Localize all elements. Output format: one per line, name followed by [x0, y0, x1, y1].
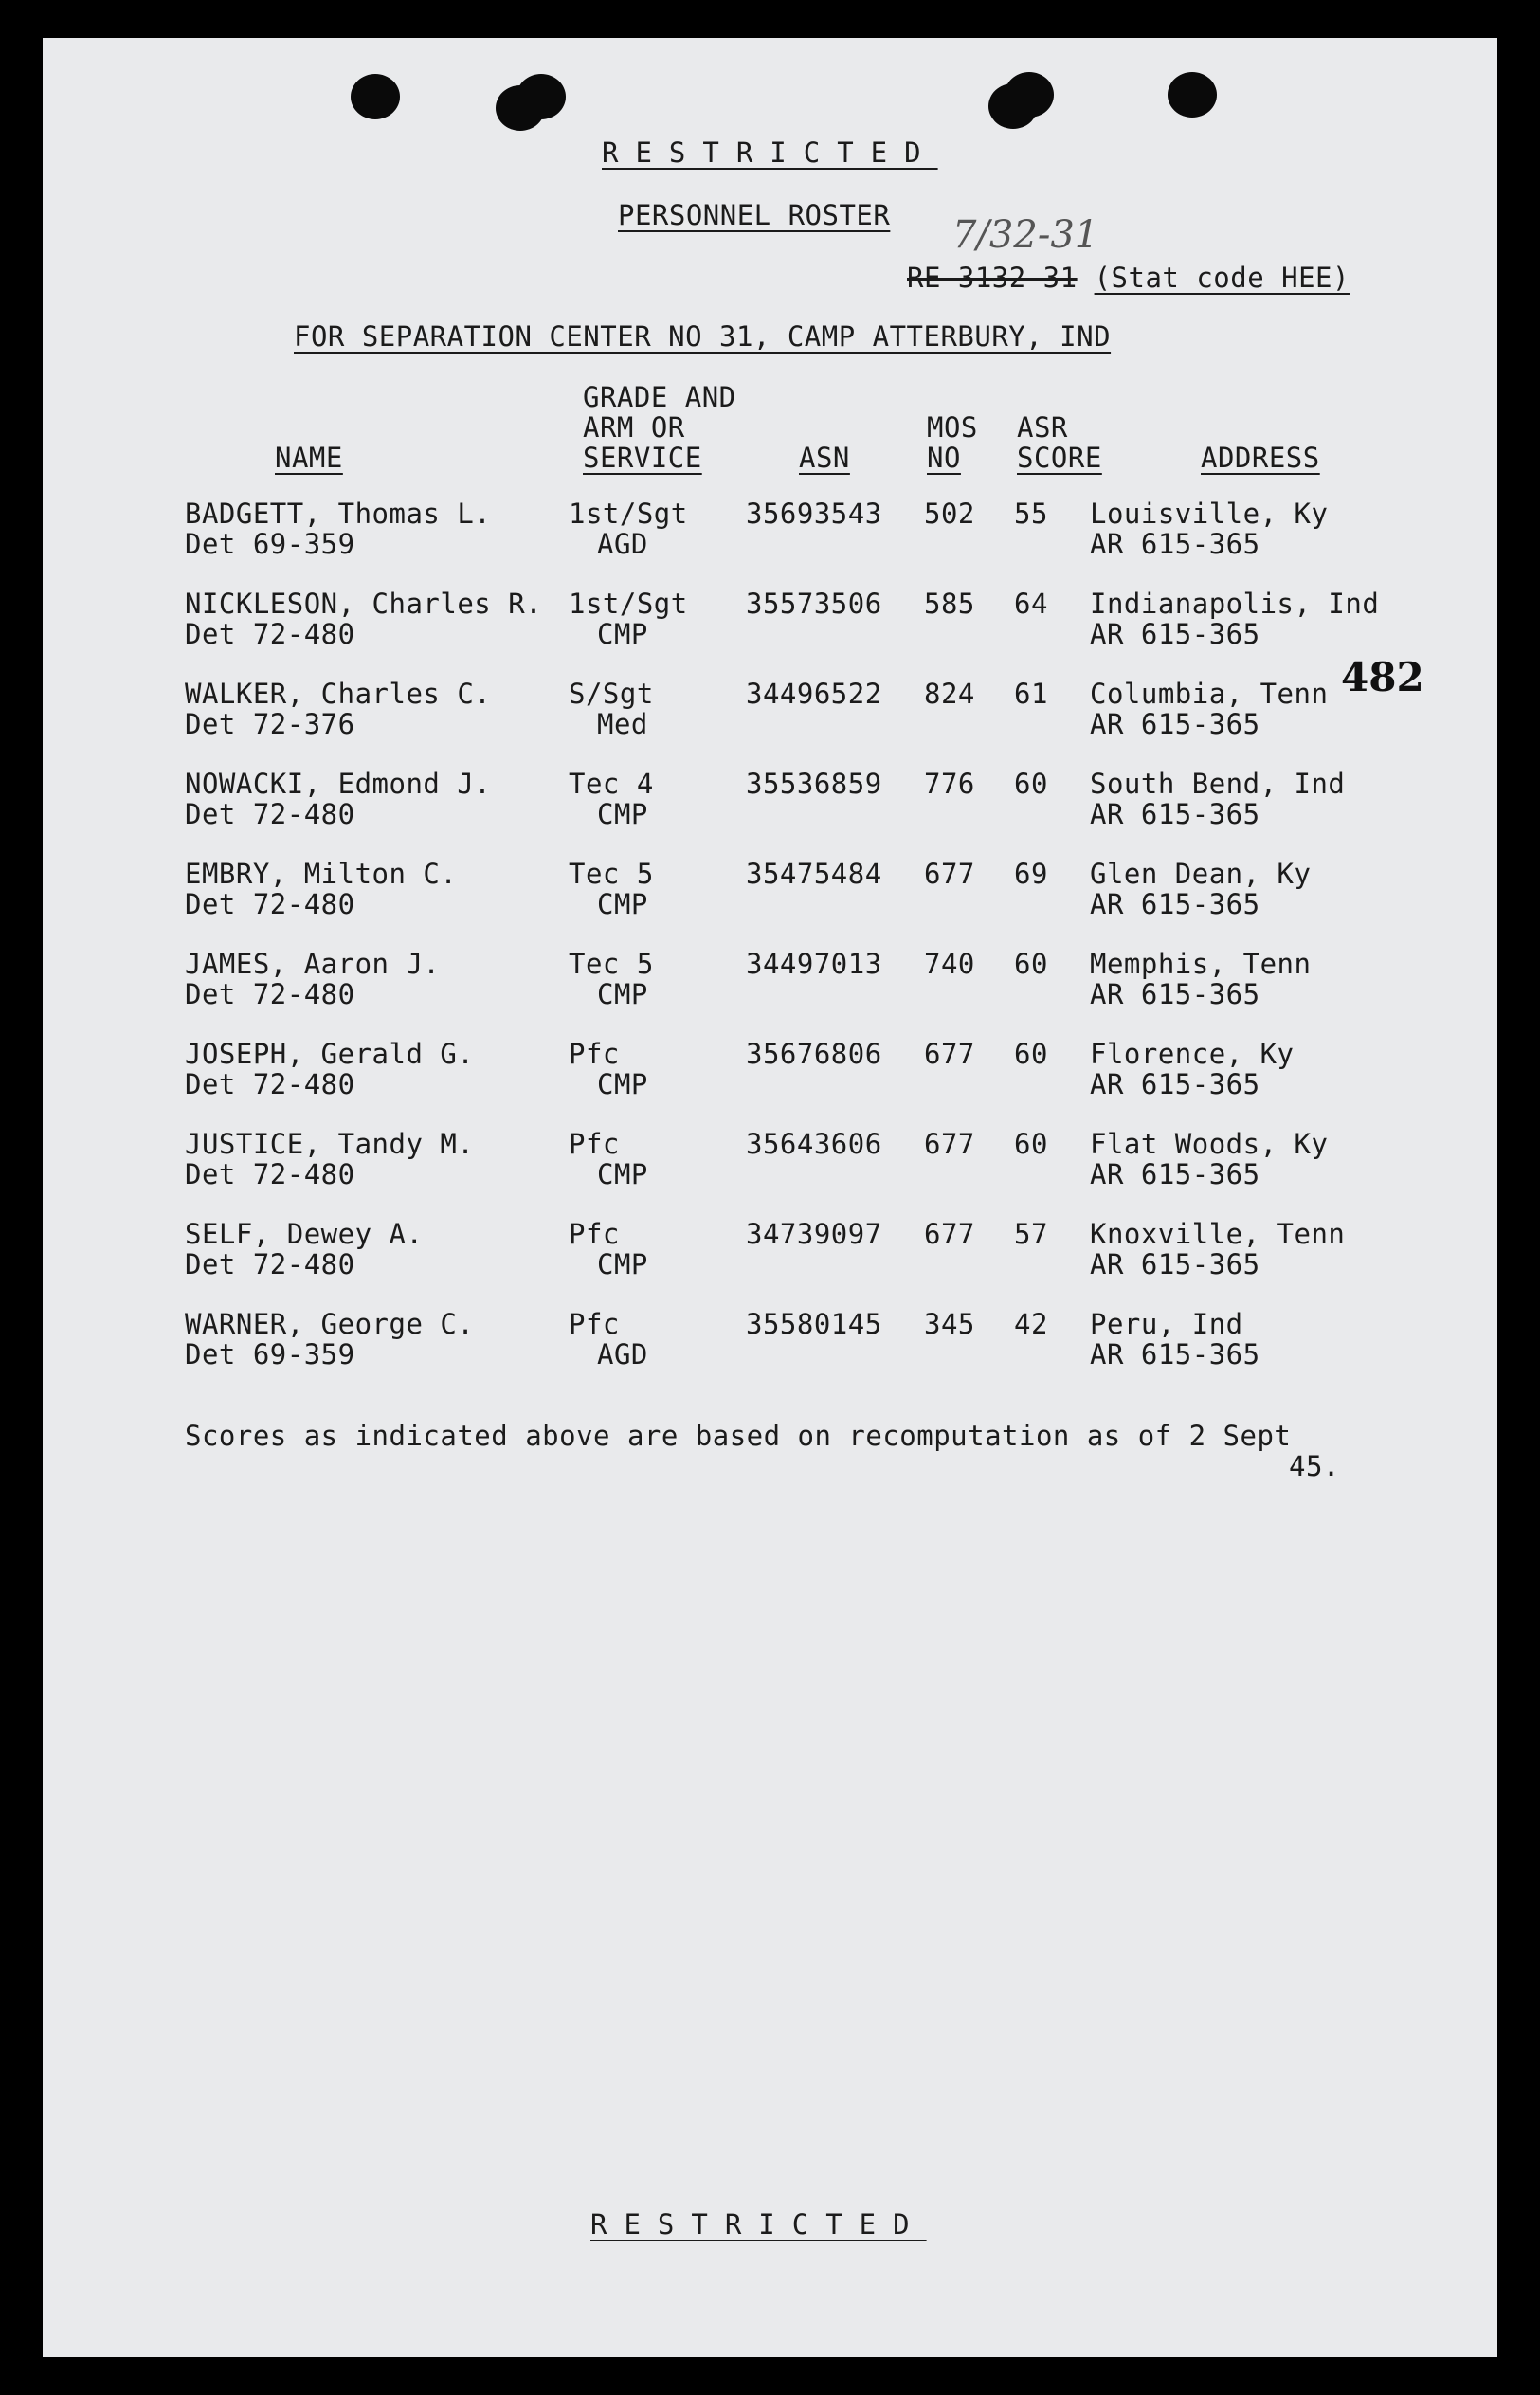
row-address: Memphis, Tenn	[1090, 948, 1312, 980]
row-asn: 34496522	[746, 678, 882, 710]
col-grade-line2: ARM OR	[583, 411, 685, 444]
row-det: Det 72-480	[185, 978, 355, 1010]
row-service: CMP	[597, 798, 648, 830]
row-mos-no: 677	[924, 858, 975, 890]
row-address: Indianapolis, Ind	[1090, 588, 1380, 620]
row-asn: 35676806	[746, 1038, 882, 1070]
roster-number-struck: RE-3132-31	[907, 262, 1078, 294]
row-name: JAMES, Aaron J.	[185, 948, 441, 980]
row-service: Med	[597, 708, 648, 740]
col-mos-line2: NO	[927, 442, 961, 474]
row-ar-reference: AR 615-365	[1090, 1248, 1260, 1280]
row-grade: Pfc	[569, 1308, 620, 1340]
col-mos-line1: MOS	[927, 411, 978, 444]
row-name: WALKER, Charles C.	[185, 678, 492, 710]
row-grade: Pfc	[569, 1038, 620, 1070]
row-mos-no: 677	[924, 1038, 975, 1070]
row-grade: 1st/Sgt	[569, 588, 688, 620]
row-address: Glen Dean, Ky	[1090, 858, 1312, 890]
roster-number-line	[907, 262, 1350, 294]
row-address: Louisville, Ky	[1090, 498, 1329, 530]
row-service: CMP	[597, 1248, 648, 1280]
punch-hole	[351, 74, 400, 119]
row-asn: 35580145	[746, 1308, 882, 1340]
document-title: PERSONNEL ROSTER	[618, 199, 891, 231]
row-address: Columbia, Tenn	[1090, 678, 1329, 710]
row-address: Florence, Ky	[1090, 1038, 1295, 1070]
row-ar-reference: AR 615-365	[1090, 1338, 1260, 1370]
row-name: JUSTICE, Tandy M.	[185, 1128, 475, 1160]
row-mos-no: 740	[924, 948, 975, 980]
row-asr-score: 55	[1014, 498, 1048, 530]
row-asn: 35475484	[746, 858, 882, 890]
row-asr-score: 60	[1014, 1128, 1048, 1160]
row-grade: Tec 5	[569, 948, 654, 980]
col-asr-line2: SCORE	[1017, 442, 1102, 474]
row-asr-score: 69	[1014, 858, 1048, 890]
punch-hole	[1005, 72, 1054, 118]
row-asr-score: 64	[1014, 588, 1048, 620]
row-service: CMP	[597, 1158, 648, 1190]
row-ar-reference: AR 615-365	[1090, 708, 1260, 740]
row-grade: Tec 5	[569, 858, 654, 890]
row-asn: 35643606	[746, 1128, 882, 1160]
row-address: Peru, Ind	[1090, 1308, 1243, 1340]
row-ar-reference: AR 615-365	[1090, 618, 1260, 650]
row-mos-no: 677	[924, 1128, 975, 1160]
classification-header: RESTRICTED	[602, 136, 938, 169]
stat-code: (Stat code HEE)	[1094, 262, 1350, 294]
row-asn: 35693543	[746, 498, 882, 530]
row-det: Det 72-480	[185, 798, 355, 830]
row-service: AGD	[597, 528, 648, 560]
row-asn: 34497013	[746, 948, 882, 980]
row-service: CMP	[597, 618, 648, 650]
row-det: Det 72-480	[185, 1068, 355, 1100]
col-grade-line3: SERVICE	[583, 442, 702, 474]
row-grade: 1st/Sgt	[569, 498, 688, 530]
row-grade: Pfc	[569, 1128, 620, 1160]
row-asn: 35536859	[746, 768, 882, 800]
col-name: NAME	[275, 442, 343, 474]
document-page	[43, 38, 1497, 2357]
row-name: JOSEPH, Gerald G.	[185, 1038, 475, 1070]
footnote-line1: Scores as indicated above are based on recomputation as of 2 Sept	[185, 1420, 1292, 1452]
row-name: NOWACKI, Edmond J.	[185, 768, 492, 800]
row-det: Det 72-480	[185, 1158, 355, 1190]
row-ar-reference: AR 615-365	[1090, 798, 1260, 830]
row-name: NICKLESON, Charles R.	[185, 588, 543, 620]
row-ar-reference: AR 615-365	[1090, 888, 1260, 920]
punch-hole	[1168, 72, 1217, 118]
row-mos-no: 824	[924, 678, 975, 710]
row-address: Knoxville, Tenn	[1090, 1218, 1346, 1250]
row-asr-score: 60	[1014, 948, 1048, 980]
row-asr-score: 42	[1014, 1308, 1048, 1340]
row-ar-reference: AR 615-365	[1090, 528, 1260, 560]
row-service: CMP	[597, 978, 648, 1010]
document-subtitle: FOR SEPARATION CENTER NO 31, CAMP ATTERBURY, IND	[294, 320, 1112, 353]
handwritten-code: 7/32-31	[952, 213, 1099, 257]
row-service: AGD	[597, 1338, 648, 1370]
row-mos-no: 677	[924, 1218, 975, 1250]
punch-hole	[516, 74, 566, 119]
row-mos-no: 345	[924, 1308, 975, 1340]
row-det: Det 69-359	[185, 528, 355, 560]
row-mos-no: 585	[924, 588, 975, 620]
row-asn: 34739097	[746, 1218, 882, 1250]
row-asr-score: 60	[1014, 1038, 1048, 1070]
row-name: BADGETT, Thomas L.	[185, 498, 492, 530]
row-grade: Tec 4	[569, 768, 654, 800]
row-asr-score: 57	[1014, 1218, 1048, 1250]
row-det: Det 72-376	[185, 708, 355, 740]
row-grade: Pfc	[569, 1218, 620, 1250]
row-det: Det 72-480	[185, 618, 355, 650]
row-det: Det 72-480	[185, 1248, 355, 1280]
row-grade: S/Sgt	[569, 678, 654, 710]
row-ar-reference: AR 615-365	[1090, 1158, 1260, 1190]
row-det: Det 72-480	[185, 888, 355, 920]
col-asr-line1: ASR	[1017, 411, 1068, 444]
row-mos-no: 776	[924, 768, 975, 800]
row-address: Flat Woods, Ky	[1090, 1128, 1329, 1160]
row-service: CMP	[597, 1068, 648, 1100]
row-name: SELF, Dewey A.	[185, 1218, 424, 1250]
row-address: South Bend, Ind	[1090, 768, 1346, 800]
row-det: Det 69-359	[185, 1338, 355, 1370]
row-name: WARNER, George C.	[185, 1308, 475, 1340]
row-asr-score: 61	[1014, 678, 1048, 710]
col-asn: ASN	[799, 442, 850, 474]
row-ar-reference: AR 615-365	[1090, 978, 1260, 1010]
classification-footer: RESTRICTED	[590, 2208, 927, 2241]
row-service: CMP	[597, 888, 648, 920]
col-address: ADDRESS	[1201, 442, 1320, 474]
col-grade-line1: GRADE AND	[583, 381, 736, 413]
row-ar-reference: AR 615-365	[1090, 1068, 1260, 1100]
row-asr-score: 60	[1014, 768, 1048, 800]
footnote-line2: 45.	[1289, 1450, 1340, 1482]
row-mos-no: 502	[924, 498, 975, 530]
row-name: EMBRY, Milton C.	[185, 858, 458, 890]
row-asn: 35573506	[746, 588, 882, 620]
page-number-stamp: 482	[1341, 654, 1424, 700]
